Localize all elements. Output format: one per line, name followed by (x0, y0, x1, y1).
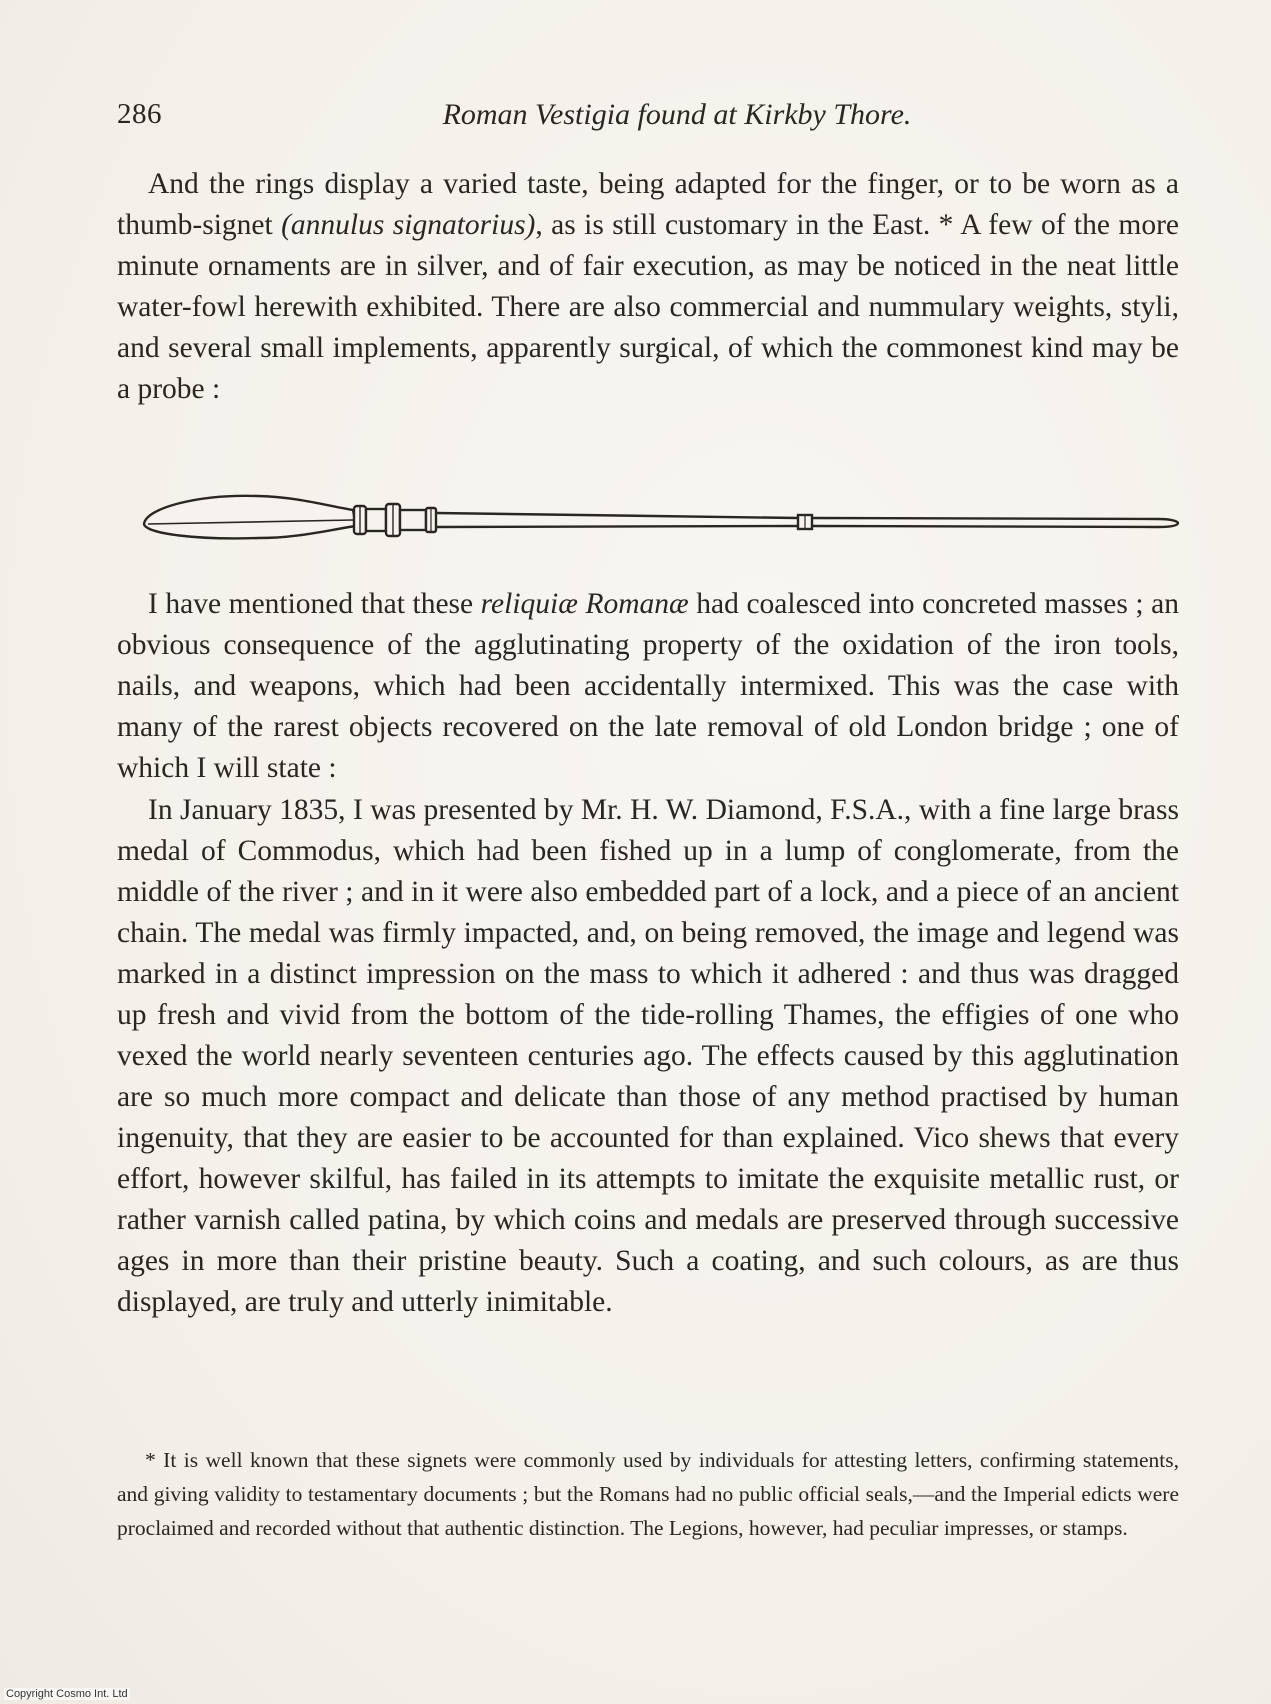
paragraph-reliquiae-text-b: had coalesced into concreted masses ; an obvious consequence of the agglutinating property of the oxidation of the iron tools, nails, and weapons, which had been accidentally intermixed. This was the case with many of the rarest objects recovered on the late removal of old London bridge ; one of which I will state : (117, 588, 1180, 784)
paragraph-rings (117, 164, 1179, 410)
probe-ring-2 (366, 509, 386, 531)
page-header (117, 98, 1177, 138)
paragraph-rings-text-a: And the rings display a varied taste, being adapted for the finger, or to be worn as a thumb-signet (117, 168, 1179, 241)
paragraph-rings-text-b: , as is still customary in the East. * A few of the more minute ornaments are in silver, and of fair execution, as may be noticed in the neat little water-fowl herewith exhibited. There are also commercial and nummulary weights, styli, and several small implements, apparently surgical, of which the commonest kind may be a probe : (117, 209, 1180, 405)
footnote: * It is well known that these signets were commonly used by individuals for attesting letters, confirming statements, and giving validity to testamentary documents ; but the Romans had no public official seals,—and the Imperial edicts were proclaimed and recorded without that authentic distinction. The Legions, however, had peculiar impresses, or stamps. (117, 1448, 1179, 1540)
probe-shaft (436, 513, 798, 527)
page-number: 286 (117, 98, 162, 130)
probe-illustration (138, 486, 1182, 546)
paragraph-reliquiae (117, 584, 1179, 789)
probe-tip (812, 518, 1178, 527)
paragraph-reliquiae-italic: reliquiæ Romanæ (480, 588, 689, 620)
copyright-watermark: Copyright Cosmo Int. Ltd (6, 1688, 128, 1700)
running-title: Roman Vestigia found at Kirkby Thore. (442, 98, 912, 131)
paragraph-reliquiae-text-a: I have mentioned that these (148, 588, 481, 620)
probe-ring-4 (400, 510, 426, 530)
probe-drawing (144, 496, 1178, 539)
paragraph-rings-italic: (annulus signatorius) (281, 209, 536, 241)
probe-spatula (144, 496, 356, 539)
paragraph-commodus-medal: In January 1835, I was presented by Mr. H. W. Diamond, F.S.A., with a fine large brass medal of Commodus, which had been fished up in a lump of conglomerate, from the middle of the river ; and in it were also embedded part of a lock, and a piece of an ancient chain. The medal was firmly impacted, and, on being removed, the image and legend was marked in a distinct impression on the mass to which it adhered : and thus was dragged up fresh and vivid from the bottom of the tide-rolling Thames, the effigies of one who vexed the world nearly seventeen centuries ago. The effects caused by this agglutination are so much more compact and delicate than those of any method practised by human ingenuity, that they are easier to be accounted for than explained. Vico shews that every effort, however skilful, has failed in its attempts to imitate the exquisite metallic rust, or rather varnish called patina, by which coins and medals are preserved through successive ages in more than their pristine beauty. Such a coating, and such colours, as are thus displayed, are truly and utterly inimitable. (117, 794, 1179, 1318)
